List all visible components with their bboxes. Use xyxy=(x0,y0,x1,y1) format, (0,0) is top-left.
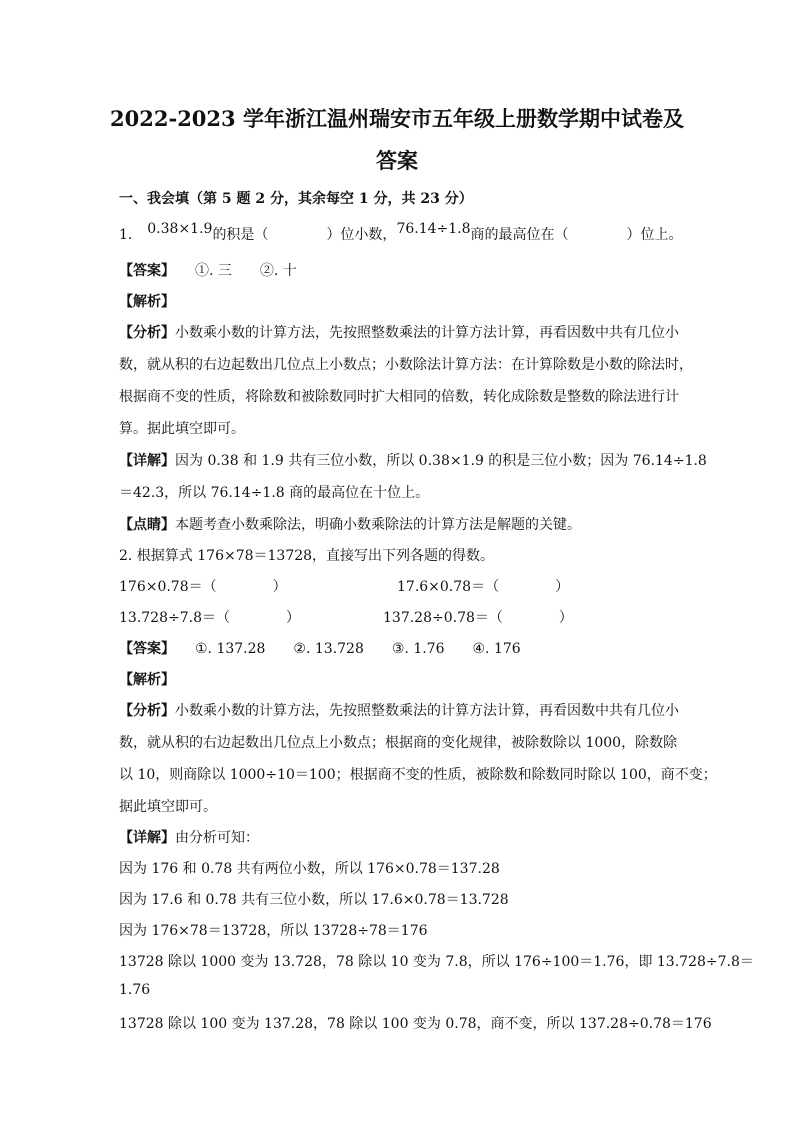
analysis-text: 根据商不变的性质，将除数和被除数同时扩大相同的倍数，转化成除数是整数的除法进行计 xyxy=(119,389,679,405)
analysis-label: 【解析】 xyxy=(119,672,175,688)
expression-2: 76.14÷1.8 xyxy=(396,221,471,237)
dianjing-label: 【点睛】 xyxy=(119,517,175,533)
analysis-text: 【分析】小数乘小数的计算方法，先按照整数乘法的计算方法计算，再看因数中共有几位小 xyxy=(119,703,679,719)
question-text: 商的最高位在（ xyxy=(470,227,569,243)
fenxi-label: 【分析】 xyxy=(119,325,175,341)
analysis-text: 【分析】小数乘小数的计算方法，先按照整数乘法的计算方法计算，再看因数中共有几位小 xyxy=(119,325,679,341)
question-text: ）位上。 xyxy=(626,227,683,243)
xiangjie-label: 【详解】 xyxy=(119,830,175,846)
question-2: 2. 根据算式 176×78＝13728，直接写出下列各题的得数。 xyxy=(119,548,495,564)
detail-step: 因为 176 和 0.78 共有两位小数，所以 176×0.78＝137.28 xyxy=(119,861,500,877)
xiangjie-label: 【详解】 xyxy=(119,453,175,469)
detail-text: 【详解】因为 0.38 和 1.9 共有三位小数，所以 0.38×1.9 的积是三位小数；因为 76.14÷1.8 xyxy=(119,453,707,469)
analysis-text: 数，就从积的右边起数出几位点上小数点；小数除法计算方法：在计算除数是小数的除法时， xyxy=(119,357,693,373)
expression-1: 0.38×1.9 xyxy=(147,221,213,237)
answer-row xyxy=(119,260,297,280)
question-2-item: 137.28÷0.78＝（ ） xyxy=(383,610,573,626)
question-text: 的积是（ xyxy=(212,227,269,243)
remark-text: 【点睛】本题考查小数乘除法，明确小数乘除法的计算方法是解题的关键。 xyxy=(119,517,581,533)
question-number: 1. xyxy=(119,227,133,243)
page-title-continued: 答案 xyxy=(376,148,418,173)
question-2-item: 13.728÷7.8＝（ ） xyxy=(119,610,300,626)
question-2-item: 17.6×0.78＝（ ） xyxy=(397,579,570,595)
answer-label: 【答案】 xyxy=(119,263,175,279)
answer-label: 【答案】 xyxy=(119,641,175,657)
analysis-text: 算。据此填空即可。 xyxy=(119,421,245,437)
question-text: ）位小数， xyxy=(326,227,397,243)
section-heading: 一、我会填（第 5 题 2 分，其余每空 1 分，共 23 分） xyxy=(119,191,473,207)
analysis-text: 据此填空即可。 xyxy=(119,799,217,815)
page-title: 2022-2023 学年浙江温州瑞安市五年级上册数学期中试卷及 xyxy=(110,106,684,131)
detail-step: 1.76 xyxy=(119,982,151,998)
detail-step: 13728 除以 100 变为 137.28，78 除以 100 变为 0.78，商不变，所以 137.28÷0.78＝176 xyxy=(119,1016,712,1032)
detail-step: 13728 除以 1000 变为 13.728，78 除以 10 变为 7.8，所以 176÷100＝1.76，即 13.728÷7.8＝ xyxy=(119,954,754,970)
analysis-text: 以 10，则商除以 1000÷10＝100；根据商不变的性质，被除数和除数同时除以 100，商不变； xyxy=(119,767,717,783)
question-2-item: 176×0.78＝（ ） xyxy=(119,579,287,595)
analysis-text: 数，就从积的右边起数出几位点上小数点；根据商的变化规律，被除数除以 1000，除数除 xyxy=(119,735,678,751)
detail-step: 因为 176×78＝13728，所以 13728÷78＝176 xyxy=(119,923,428,939)
answer-values: ①. 三 ②. 十 xyxy=(195,263,297,279)
detail-text: 【详解】由分析可知： xyxy=(119,830,259,846)
analysis-label: 【解析】 xyxy=(119,294,175,310)
answer-row xyxy=(119,638,521,658)
detail-text: ＝42.3，所以 76.14÷1.8 商的最高位在十位上。 xyxy=(119,485,430,501)
answer-values: ①. 137.28 ②. 13.728 ③. 1.76 ④. 176 xyxy=(195,641,521,657)
detail-step: 因为 17.6 和 0.78 共有三位小数，所以 17.6×0.78＝13.728 xyxy=(119,892,509,908)
question-1 xyxy=(119,221,683,244)
fenxi-label: 【分析】 xyxy=(119,703,175,719)
